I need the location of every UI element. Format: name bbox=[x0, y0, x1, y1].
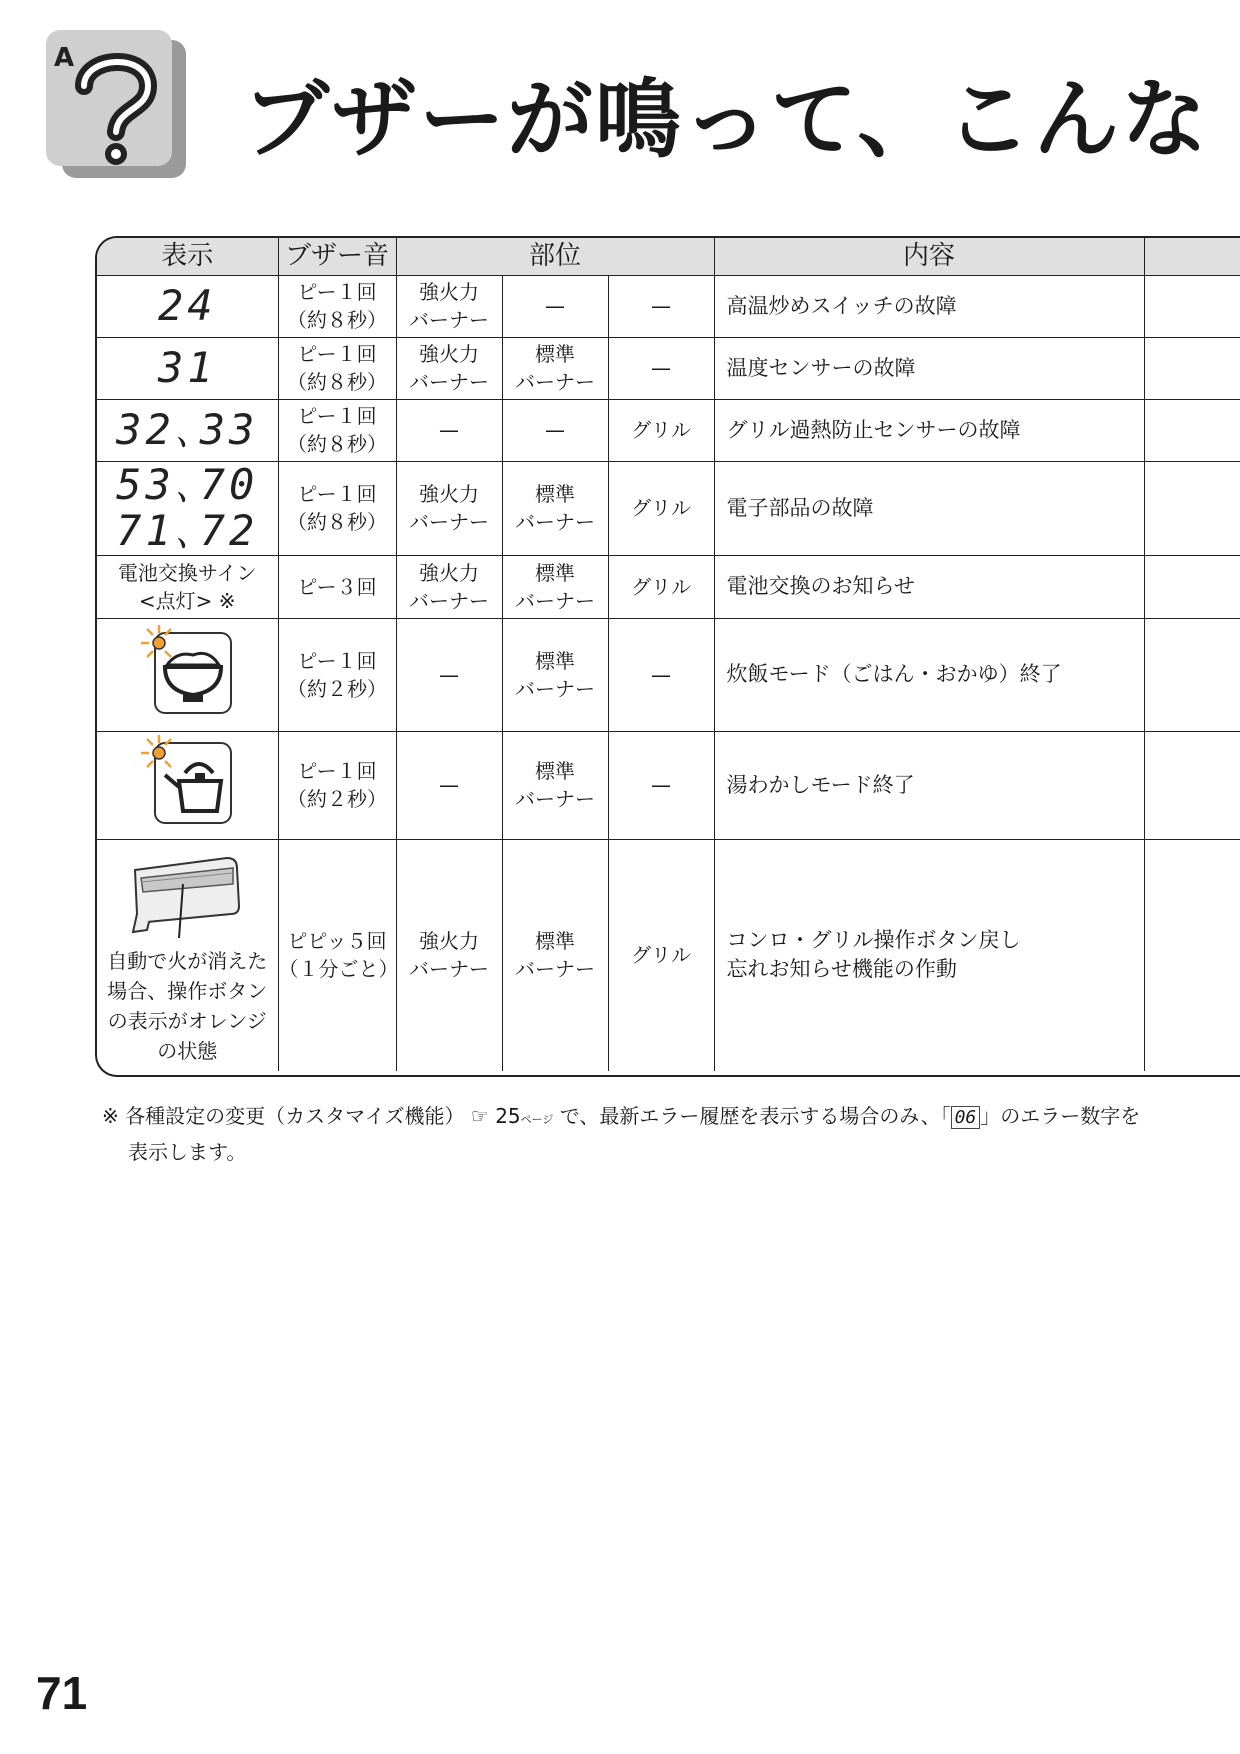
part-grill: グリル bbox=[608, 399, 714, 461]
question-badge-icon bbox=[44, 28, 188, 180]
part-strong-burner: — bbox=[396, 731, 502, 839]
part-grill: グリル bbox=[608, 839, 714, 1071]
table-row bbox=[97, 839, 1240, 1071]
footnote-text-4: 表示します。 bbox=[128, 1140, 247, 1164]
buzzer-table-frame bbox=[95, 236, 1240, 1077]
content-cell: 温度センサーの故障 bbox=[714, 337, 1144, 399]
battery-sign-cell: 電池交換サイン <点灯> ※ bbox=[97, 555, 278, 618]
extra-cell bbox=[1144, 839, 1240, 1071]
part-standard-burner: 標準 バーナー bbox=[502, 461, 608, 555]
buzzer-cell: ピー１回 （約８秒） bbox=[278, 399, 396, 461]
extra-cell bbox=[1144, 731, 1240, 839]
footnote-text: 各種設定の変更（カスタマイズ機能） bbox=[125, 1104, 465, 1128]
page-title: ブザーが鳴って、こんな bbox=[243, 69, 1210, 170]
buzzer-cell: ピー１回 （約８秒） bbox=[278, 461, 396, 555]
part-grill: — bbox=[608, 731, 714, 839]
part-grill: グリル bbox=[608, 555, 714, 618]
kettle-icon bbox=[137, 735, 237, 827]
buzzer-cell: ピー１回 （約２秒） bbox=[278, 731, 396, 839]
buzzer-cell: ピー３回 bbox=[278, 555, 396, 618]
part-grill: — bbox=[608, 275, 714, 337]
part-standard-burner: — bbox=[502, 275, 608, 337]
part-strong-burner: — bbox=[396, 618, 502, 731]
header-buzzer: ブザー音 bbox=[278, 238, 396, 275]
extra-cell bbox=[1144, 399, 1240, 461]
rice-bowl-icon bbox=[137, 625, 237, 717]
part-strong-burner: 強火力 バーナー bbox=[396, 461, 502, 555]
header-content: 内容 bbox=[714, 238, 1144, 275]
part-standard-burner: 標準 バーナー bbox=[502, 555, 608, 618]
part-standard-burner: 標準 バーナー bbox=[502, 618, 608, 731]
part-strong-burner: — bbox=[396, 399, 502, 461]
header-extra bbox=[1144, 238, 1240, 275]
footnote-text-3: 」のエラー数字を bbox=[980, 1104, 1141, 1128]
table-row bbox=[97, 618, 1240, 731]
extra-cell bbox=[1144, 555, 1240, 618]
content-cell: 電子部品の故障 bbox=[714, 461, 1144, 555]
content-cell: グリル過熱防止センサーの故障 bbox=[714, 399, 1144, 461]
footnote-text-2: で、最新エラー履歴を表示する場合のみ、「 bbox=[559, 1104, 951, 1128]
display-icon-cell bbox=[97, 618, 278, 731]
buzzer-cell: ピピッ５回 （１分ごと） bbox=[278, 839, 396, 1071]
content-cell: 高温炒めスイッチの故障 bbox=[714, 275, 1144, 337]
content-cell: コンロ・グリル操作ボタン戻し 忘れお知らせ機能の作動 bbox=[714, 839, 1144, 1071]
control-button-icon bbox=[127, 848, 247, 938]
part-grill: グリル bbox=[608, 461, 714, 555]
page-unit: ページ bbox=[520, 1113, 554, 1126]
part-standard-burner: — bbox=[502, 399, 608, 461]
part-standard-burner: 標準 バーナー bbox=[502, 839, 608, 1071]
content-cell: 電池交換のお知らせ bbox=[714, 555, 1144, 618]
part-strong-burner: 強火力 バーナー bbox=[396, 275, 502, 337]
part-strong-burner: 強火力 バーナー bbox=[396, 555, 502, 618]
extra-cell bbox=[1144, 618, 1240, 731]
extra-cell bbox=[1144, 461, 1240, 555]
error-code: 24 bbox=[97, 275, 278, 337]
badge-letter: A bbox=[54, 43, 75, 73]
content-cell: 湯わかしモード終了 bbox=[714, 731, 1144, 839]
extra-cell bbox=[1144, 275, 1240, 337]
part-strong-burner: 強火力 バーナー bbox=[396, 839, 502, 1071]
buzzer-cell: ピー１回 （約８秒） bbox=[278, 337, 396, 399]
table-row bbox=[97, 555, 1240, 618]
extra-cell bbox=[1144, 337, 1240, 399]
display-icon-cell bbox=[97, 731, 278, 839]
footnote-mark: ※ bbox=[102, 1104, 119, 1128]
part-grill: — bbox=[608, 618, 714, 731]
page-number: 71 bbox=[36, 1667, 88, 1719]
content-cell: 炊飯モード（ごはん・おかゆ）終了 bbox=[714, 618, 1144, 731]
header-display: 表示 bbox=[97, 238, 278, 275]
error-code: 53､70 71､72 bbox=[97, 461, 278, 555]
error-code: 32､33 bbox=[97, 399, 278, 461]
table-row bbox=[97, 399, 1240, 461]
table-row bbox=[97, 337, 1240, 399]
orange-state-note: 自動で火が消えた 場合、操作ボタン の表示がオレンジ の状態 bbox=[107, 948, 268, 1063]
buzzer-cell: ピー１回 （約８秒） bbox=[278, 275, 396, 337]
table-row bbox=[97, 461, 1240, 555]
buzzer-cell: ピー１回 （約２秒） bbox=[278, 618, 396, 731]
table-row bbox=[97, 275, 1240, 337]
page-ref: 25 bbox=[495, 1104, 521, 1128]
part-strong-burner: 強火力 バーナー bbox=[396, 337, 502, 399]
table-row bbox=[97, 731, 1240, 839]
pointing-hand-icon: ☞ bbox=[470, 1104, 489, 1128]
error-history-code: 06 bbox=[951, 1106, 981, 1129]
part-grill: — bbox=[608, 337, 714, 399]
display-icon-cell bbox=[97, 839, 278, 1071]
part-standard-burner: 標準 バーナー bbox=[502, 731, 608, 839]
footnote bbox=[102, 1100, 1162, 1168]
error-code: 31 bbox=[97, 337, 278, 399]
header-part: 部位 bbox=[396, 238, 714, 275]
part-standard-burner: 標準 バーナー bbox=[502, 337, 608, 399]
buzzer-error-table bbox=[97, 238, 1240, 1071]
